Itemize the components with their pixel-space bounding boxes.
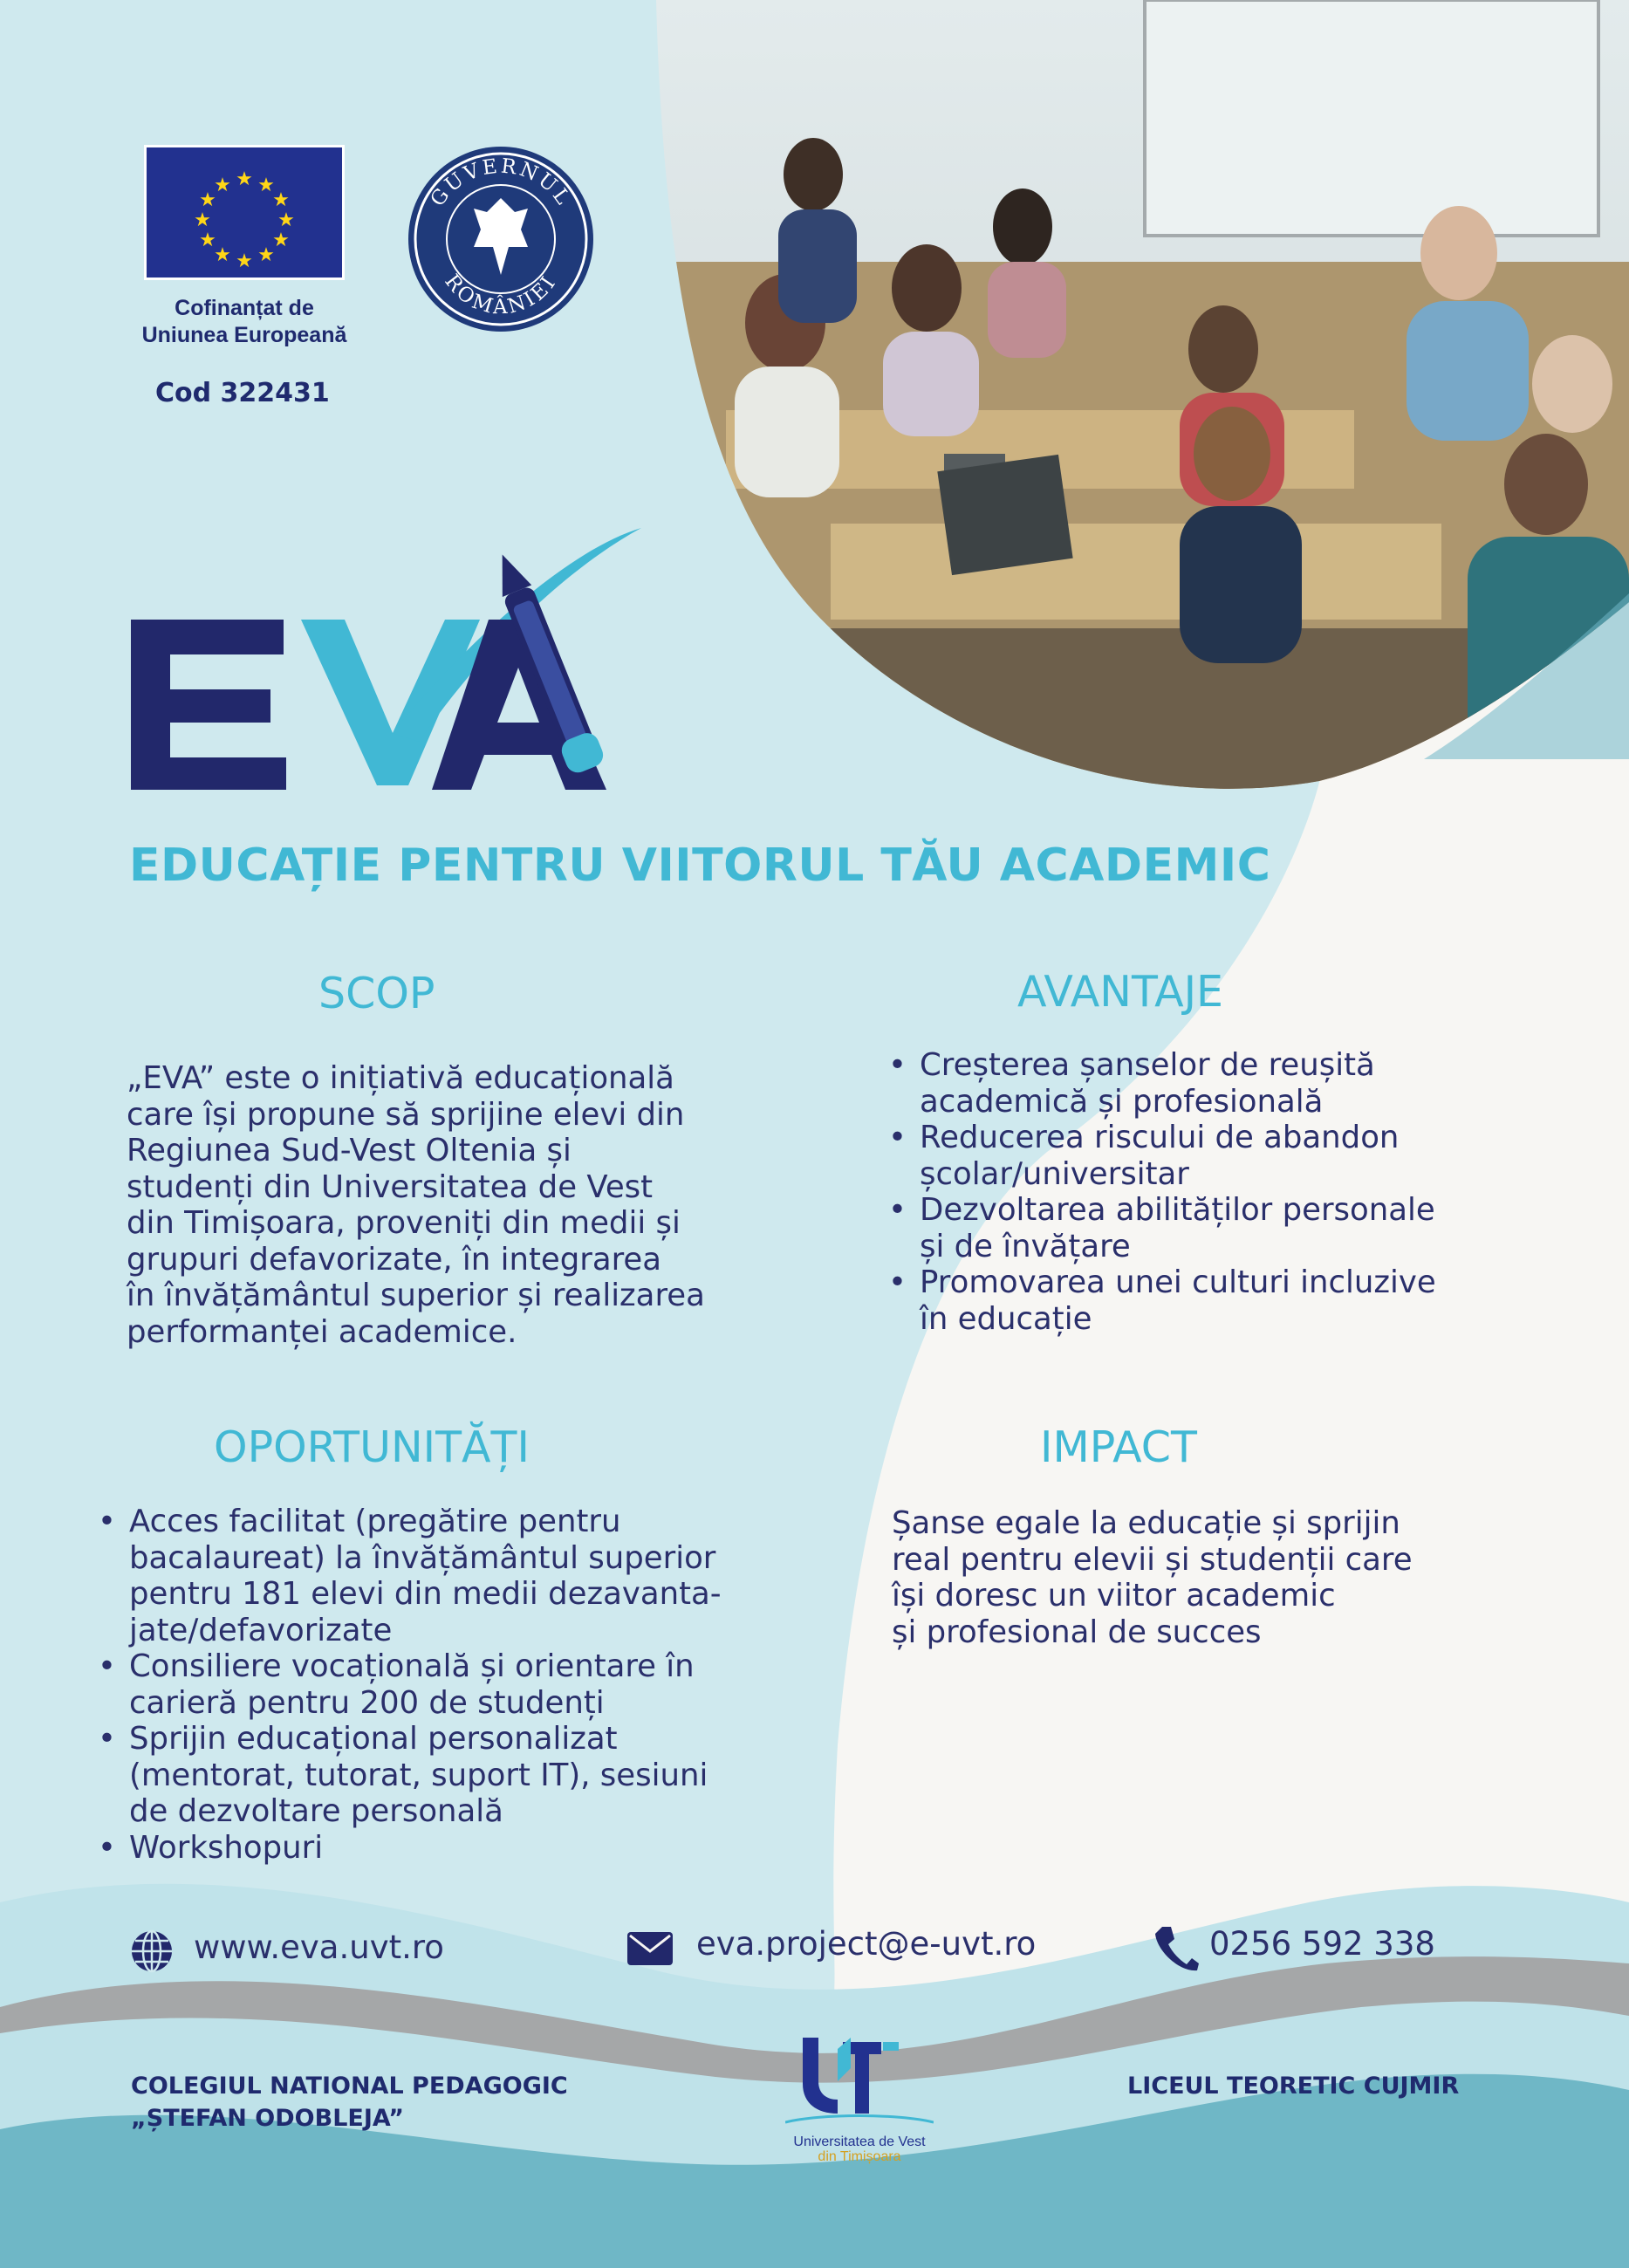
- eu-caption: Cofinanțat de Uniunea Europeană: [141, 296, 347, 347]
- partner-right: LICEUL TEORETIC CUJMIR: [1127, 2073, 1460, 2100]
- project-code: Cod 322431: [155, 378, 330, 408]
- svg-text:★: ★: [257, 244, 275, 266]
- tagline: EDUCAȚIE PENTRU VIITORUL TĂU ACADEMIC: [129, 839, 1271, 892]
- website-link[interactable]: www.eva.uvt.ro: [194, 1929, 444, 1966]
- phone-icon: [1153, 1925, 1199, 1972]
- impact-text: Șanse egale la educație și sprijin real pentru elevii și studenții care își doresc un viitor academic și profesional de succes: [892, 1505, 1413, 1650]
- svg-text:★: ★: [199, 230, 216, 251]
- partner-left: COLEGIUL NATIONAL PEDAGOGIC „ȘTEFAN ODOBLEJA”: [131, 2073, 568, 2132]
- list-item: • Creșterea șanselor de reușită academică și profesională: [888, 1047, 1604, 1120]
- svg-text:★: ★: [199, 189, 216, 211]
- envelope-icon: [626, 1931, 674, 1966]
- svg-text:GUVERNUL: GUVERNUL: [426, 154, 576, 211]
- impact-heading: IMPACT: [1040, 1422, 1197, 1472]
- svg-text:★: ★: [194, 209, 211, 231]
- email-link[interactable]: eva.project@e-uvt.ro: [696, 1925, 1037, 1963]
- list-item: • Acces facilitat (pregătire pentru bacalaureat) la învățământul superior pentru 181 elevi din medii dezavanta- jate/defavorizate: [98, 1504, 831, 1648]
- uvt-logo-icon: [785, 2033, 934, 2129]
- scop-heading: SCOP: [318, 969, 435, 1018]
- classroom-photo: [656, 0, 1629, 790]
- avantaje-list: [888, 1047, 1604, 1337]
- government-seal-icon: [406, 144, 596, 334]
- svg-text:★: ★: [236, 168, 253, 190]
- list-item: • Dezvoltarea abilităților personale și de învățare: [888, 1192, 1604, 1264]
- list-item: • Promovarea unei culturi incluzive în educație: [888, 1264, 1604, 1337]
- svg-text:★: ★: [272, 230, 290, 251]
- scop-text: „EVA” este o inițiativă educațională care își propune să sprijine elevi din Regiunea Sud-Vest Oltenia și studenți din Universitatea de Vest din Timișoara, proveniți din medii și grupuri defavorizate, în integrarea în învățământul superior și realizarea performanței academice.: [127, 1060, 705, 1350]
- oportunitati-heading: OPORTUNITĂȚI: [214, 1422, 530, 1472]
- list-item: • Consiliere vocațională și orientare în carieră pentru 200 de studenți: [98, 1648, 831, 1721]
- eu-stars-icon: [147, 147, 342, 278]
- svg-text:★: ★: [214, 244, 231, 266]
- svg-text:★: ★: [272, 189, 290, 211]
- svg-text:★: ★: [277, 209, 295, 231]
- phone-link[interactable]: 0256 592 338: [1209, 1925, 1435, 1963]
- svg-text:★: ★: [214, 175, 231, 196]
- avantaje-heading: AVANTAJE: [1017, 967, 1224, 1017]
- list-item: • Reducerea riscului de abandon școlar/universitar: [888, 1120, 1604, 1192]
- globe-icon: [129, 1929, 175, 1974]
- svg-text:ROMÂNIEI: ROMÂNIEI: [440, 270, 562, 319]
- list-item: • Workshopuri: [98, 1830, 831, 1867]
- uvt-city: din Timișoara: [818, 2149, 901, 2164]
- svg-text:★: ★: [236, 250, 253, 272]
- eu-flag: [144, 145, 345, 280]
- list-item: • Sprijin educațional personalizat (mentorat, tutorat, suport IT), sesiuni de dezvoltare personală: [98, 1721, 831, 1830]
- oportunitati-list: [98, 1504, 831, 1866]
- eva-logo: [131, 524, 654, 803]
- uvt-name: Universitatea de Vest: [793, 2134, 926, 2149]
- svg-text:★: ★: [257, 175, 275, 196]
